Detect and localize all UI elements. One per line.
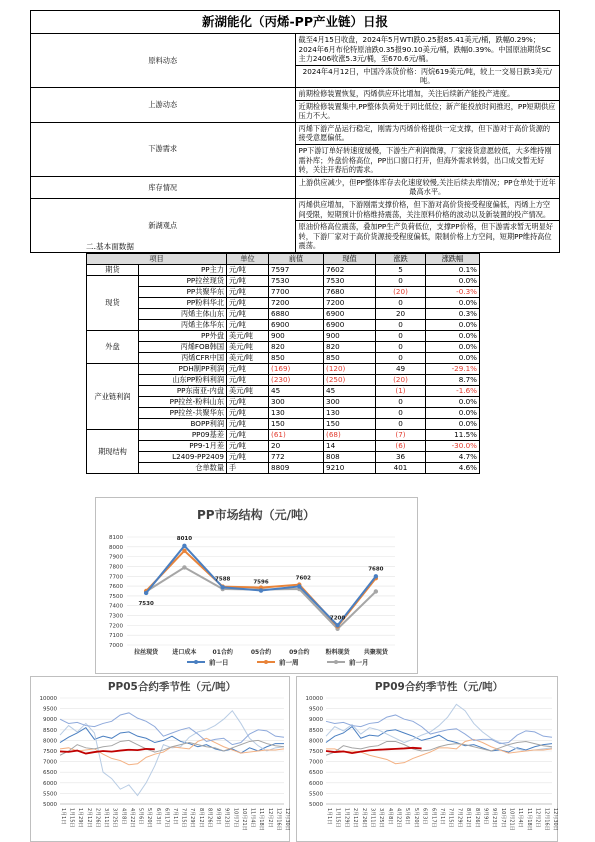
y-tick-label: 7500 xyxy=(43,749,57,755)
y-tick-label: 7000 xyxy=(43,759,57,766)
table-row xyxy=(87,353,480,364)
cell-chg: 5 xyxy=(376,265,426,276)
cell-unit: 元/吨 xyxy=(227,364,269,375)
cell-prev: 6900 xyxy=(269,320,324,331)
cell-prev: 8809 xyxy=(269,463,324,474)
cell-unit: 元/吨 xyxy=(227,419,269,430)
cell-item: PP东南亚-内盘 xyxy=(139,386,227,397)
y-tick-label: 7500 xyxy=(109,593,123,600)
x-tick-label: 12月30日 xyxy=(552,808,558,831)
series-point xyxy=(374,574,378,578)
x-tick-label: 粉料现货 xyxy=(325,649,350,656)
basic-data-heading: 二.基本面数据 xyxy=(86,242,134,251)
cell-chg: 0 xyxy=(376,419,426,430)
table-row xyxy=(87,320,480,331)
x-tick-label: 11月4日 xyxy=(517,808,524,828)
x-tick-label: 5月6日 xyxy=(137,808,144,825)
y-tick-label: 7100 xyxy=(109,633,123,640)
cell-chg: 0 xyxy=(376,342,426,353)
series-point xyxy=(335,623,339,627)
table-row xyxy=(87,452,480,463)
y-tick-label: 6000 xyxy=(43,780,57,787)
cell-chg: 0 xyxy=(376,408,426,419)
x-tick-label: 05合约 xyxy=(250,649,272,656)
y-tick-label: 10000 xyxy=(305,696,323,702)
cell-curr: 7200 xyxy=(324,298,376,309)
cell-curr: 9210 xyxy=(324,463,376,474)
table-row xyxy=(87,408,480,419)
table-row xyxy=(87,342,480,353)
x-tick-label: 10月7日 xyxy=(499,808,506,828)
summary-category: 下游需求 xyxy=(31,122,296,176)
cell-unit: 元/吨 xyxy=(227,408,269,419)
x-tick-label: 2月26日 xyxy=(360,808,367,828)
y-tick-label: 7400 xyxy=(109,603,123,610)
x-tick-label: 12月30日 xyxy=(284,808,290,831)
table-row xyxy=(87,430,480,441)
y-tick-label: 8500 xyxy=(43,727,57,734)
summary-text: 上游供应减少，但PP整体库存去化速度较慢,关注后续去库情况；PP仓单处于近年最高水平。 xyxy=(295,176,560,198)
chart-title: PP05合约季节性（元/吨） xyxy=(107,681,237,693)
y-tick-label: 7900 xyxy=(109,554,123,561)
y-tick-label: 9500 xyxy=(43,706,57,713)
cell-unit: 元/吨 xyxy=(227,452,269,463)
legend-label: 前一月 xyxy=(349,658,369,667)
cell-prev: 150 xyxy=(269,419,324,430)
cell-item: 丙烯CFR中国 xyxy=(139,353,227,364)
cell-curr: 7530 xyxy=(324,276,376,287)
y-tick-label: 8000 xyxy=(309,738,323,745)
y-tick-label: 5000 xyxy=(43,802,57,808)
cell-curr: 820 xyxy=(324,342,376,353)
table-row xyxy=(87,375,480,386)
cell-chg: (1) xyxy=(376,386,426,397)
cell-pct: 11.5% xyxy=(426,430,480,441)
x-tick-label: 9月9日 xyxy=(215,808,222,825)
table-row xyxy=(87,287,480,298)
cell-unit: 美元/吨 xyxy=(227,331,269,342)
y-tick-label: 8100 xyxy=(109,535,123,541)
cell-prev: 850 xyxy=(269,353,324,364)
cell-item: 仓单数量 xyxy=(139,463,227,474)
x-tick-label: 拉丝现货 xyxy=(134,649,159,656)
cell-pct: 0.0% xyxy=(426,331,480,342)
table-row xyxy=(87,298,480,309)
summary-category: 上游动态 xyxy=(31,87,296,122)
y-tick-label: 7000 xyxy=(309,759,323,766)
cell-chg: 0 xyxy=(376,298,426,309)
cell-item: PP外盘 xyxy=(139,331,227,342)
x-tick-label: 4月8日 xyxy=(120,808,127,825)
x-tick-label: 7月29日 xyxy=(456,808,463,828)
cell-curr: 150 xyxy=(324,419,376,430)
x-tick-label: 10月21日 xyxy=(240,808,247,831)
x-tick-label: 7月15日 xyxy=(447,808,454,828)
cell-prev: 300 xyxy=(269,397,324,408)
x-tick-label: 7月15日 xyxy=(180,808,187,828)
cell-pct: -30.0% xyxy=(426,441,480,452)
data-label: 8010 xyxy=(176,535,193,542)
data-label: 7596 xyxy=(253,579,269,586)
legend-label: 前一周 xyxy=(279,658,299,667)
cell-unit: 元/吨 xyxy=(227,430,269,441)
cell-prev: 130 xyxy=(269,408,324,419)
y-tick-label: 7000 xyxy=(109,643,123,649)
cell-pct: 4.7% xyxy=(426,452,480,463)
summary-text: 原油价格高位震荡，叠加PP生产负荷低位，支撑PP价格，但下游需求暂无明显好转，下游厂家对于高价货源接受程度偏低，限制价格上方空间，短期PP维持高位震荡。 xyxy=(295,221,560,253)
x-tick-label: 09合约 xyxy=(289,649,310,656)
cell-curr: 900 xyxy=(324,331,376,342)
cell-chg: 0 xyxy=(376,331,426,342)
x-tick-label: 2月12日 xyxy=(352,808,359,828)
x-tick-label: 8月26日 xyxy=(473,808,480,828)
x-tick-label: 4月22日 xyxy=(128,808,135,828)
y-tick-label: 7600 xyxy=(109,584,123,591)
x-tick-label: 10月21日 xyxy=(508,808,515,831)
cell-chg: 0 xyxy=(376,276,426,287)
cell-curr: 45 xyxy=(324,386,376,397)
cell-unit: 美元/吨 xyxy=(227,353,269,364)
x-tick-label: 5月6日 xyxy=(404,808,411,825)
x-tick-label: 1月1日 xyxy=(326,808,332,825)
x-tick-label: 1月29日 xyxy=(77,808,84,828)
legend-marker xyxy=(334,660,338,664)
cell-pct: 0.0% xyxy=(426,397,480,408)
x-tick-label: 12月16日 xyxy=(543,808,550,831)
x-tick-label: 11月18日 xyxy=(525,808,532,831)
row-group: 期货 xyxy=(87,265,139,276)
x-tick-label: 9月23日 xyxy=(491,808,498,828)
x-tick-label: 6月3日 xyxy=(421,808,428,825)
col-header: 现值 xyxy=(324,254,376,265)
x-tick-label: 6月17日 xyxy=(430,808,437,828)
cell-unit: 手 xyxy=(227,463,269,474)
x-tick-label: 11月4日 xyxy=(249,808,256,828)
x-tick-label: 8月12日 xyxy=(465,808,472,828)
cell-chg: 0 xyxy=(376,397,426,408)
summary-text: PP下游订单好转速度缓慢，下游生产利润微薄，厂家接货意愿较低，大多维持刚需补库；外盘价格高位，PP出口窗口打开，但海外需求转弱，出口成交暂无好转，关注开春后的需求。 xyxy=(295,144,560,176)
y-tick-label: 9000 xyxy=(43,717,57,724)
row-group: 现货 xyxy=(87,276,139,331)
cell-pct: -0.3% xyxy=(426,287,480,298)
y-tick-label: 8000 xyxy=(109,544,123,551)
cell-item: 丙烯主体山东 xyxy=(139,309,227,320)
cell-unit: 元/吨 xyxy=(227,298,269,309)
x-tick-label: 进口成本 xyxy=(172,649,197,656)
y-tick-label: 8500 xyxy=(309,727,323,734)
series-point xyxy=(297,584,301,588)
series-point xyxy=(374,589,378,593)
y-tick-label: 6500 xyxy=(309,770,323,777)
y-tick-label: 5500 xyxy=(43,791,57,798)
cell-pct: -29.1% xyxy=(426,364,480,375)
x-tick-label: 2月12日 xyxy=(85,808,92,828)
cell-item: PP拉丝现货 xyxy=(139,276,227,287)
summary-category: 新湖观点 xyxy=(31,198,296,252)
cell-chg: 20 xyxy=(376,309,426,320)
cell-prev: 7700 xyxy=(269,287,324,298)
row-group: 外盘 xyxy=(87,331,139,364)
pp09-seasonality-chart xyxy=(296,676,558,842)
cell-item: PP主力 xyxy=(139,265,227,276)
cell-unit: 美元/吨 xyxy=(227,342,269,353)
cell-pct: 0.0% xyxy=(426,320,480,331)
cell-pct: -1.6% xyxy=(426,386,480,397)
y-tick-label: 9000 xyxy=(309,717,323,724)
cell-chg: 401 xyxy=(376,463,426,474)
cell-curr: 14 xyxy=(324,441,376,452)
x-tick-label: 5月20日 xyxy=(412,808,419,828)
col-header: 单位 xyxy=(227,254,269,265)
cell-prev: 7597 xyxy=(269,265,324,276)
col-header: 项目 xyxy=(87,254,227,265)
page-title: 新湖能化（丙烯-PP产业链）日报 xyxy=(31,11,560,34)
x-tick-label: 共聚现货 xyxy=(363,649,388,656)
cell-curr: (250) xyxy=(324,375,376,386)
x-tick-label: 2月26日 xyxy=(94,808,101,828)
x-tick-label: 12月2日 xyxy=(534,808,541,828)
y-tick-label: 7300 xyxy=(109,613,123,620)
table-row xyxy=(87,386,480,397)
cell-pct: 4.6% xyxy=(426,463,480,474)
cell-prev: (169) xyxy=(269,364,324,375)
cell-item: 丙烯主体华东 xyxy=(139,320,227,331)
cell-prev: (230) xyxy=(269,375,324,386)
x-tick-label: 7月1日 xyxy=(439,808,445,825)
cell-pct: 0.0% xyxy=(426,353,480,364)
cell-item: PP共聚华东 xyxy=(139,287,227,298)
table-row xyxy=(87,397,480,408)
summary-category: 库存情况 xyxy=(31,176,296,198)
y-tick-label: 7500 xyxy=(309,749,323,755)
cell-prev: 20 xyxy=(269,441,324,452)
x-tick-label: 6月3日 xyxy=(154,808,161,825)
table-row xyxy=(87,441,480,452)
x-tick-label: 6月17日 xyxy=(163,808,170,828)
cell-pct: 0.0% xyxy=(426,276,480,287)
x-tick-label: 1月15日 xyxy=(334,808,341,828)
x-tick-label: 3月11日 xyxy=(103,808,110,828)
col-header: 前值 xyxy=(269,254,324,265)
summary-text: 2024年4月12日，中国冷冻货价格：丙烷619美元/吨，较上一交易日跌3美元/吨。 xyxy=(295,65,560,87)
cell-curr: (68) xyxy=(324,430,376,441)
x-tick-label: 1月15日 xyxy=(68,808,75,828)
cell-curr: 300 xyxy=(324,397,376,408)
cell-curr: 850 xyxy=(324,353,376,364)
table-row xyxy=(87,419,480,430)
cell-prev: 900 xyxy=(269,331,324,342)
legend-label: 前一日 xyxy=(209,658,229,667)
series-point xyxy=(221,585,225,589)
cell-unit: 元/吨 xyxy=(227,265,269,276)
cell-chg: (6) xyxy=(376,441,426,452)
row-group: 期现结构 xyxy=(87,430,139,474)
cell-item: L2409-PP2409 xyxy=(139,452,227,463)
col-header: 涨跌幅 xyxy=(426,254,480,265)
legend-marker xyxy=(194,660,198,664)
x-tick-label: 12月2日 xyxy=(266,808,273,828)
series-point xyxy=(182,565,186,569)
x-tick-label: 7月29日 xyxy=(189,808,196,828)
cell-chg: (20) xyxy=(376,375,426,386)
x-tick-label: 5月20日 xyxy=(146,808,153,828)
summary-text: 截至4月15日收盘，2024年5月WTI跌0.25报85.41美元/桶，跌幅0.29%；2024年6月布伦特原油跌0.35报90.10美元/桶，跌幅0.39%。中国原油期货SC主力2406收涨5.3元/桶，至670.6元/桶。 xyxy=(295,34,560,66)
cell-unit: 元/吨 xyxy=(227,375,269,386)
series-point xyxy=(182,544,186,548)
cell-pct: 0.1% xyxy=(426,265,480,276)
x-tick-label: 4月22日 xyxy=(395,808,402,828)
x-tick-label: 12月16日 xyxy=(275,808,282,831)
col-header: 涨跌 xyxy=(376,254,426,265)
cell-pct: 0.0% xyxy=(426,408,480,419)
cell-item: PDH制PP利润 xyxy=(139,364,227,375)
cell-chg: 0 xyxy=(376,320,426,331)
cell-curr: 7680 xyxy=(324,287,376,298)
legend-marker xyxy=(264,660,268,664)
summary-text: 丙烯供应增加，下游刚需支撑价格，但下游对高价货接受程度偏低，丙烯上方空间受限，短期预计价格维持震荡，关注原料价格的波动以及新装置的投产情况。 xyxy=(295,198,560,220)
x-tick-label: 3月25日 xyxy=(111,808,118,828)
table-row xyxy=(87,463,480,474)
cell-item: PP拉丝-粉料山东 xyxy=(139,397,227,408)
cell-pct: 0.3% xyxy=(426,309,480,320)
y-tick-label: 6500 xyxy=(43,770,57,777)
cell-unit: 元/吨 xyxy=(227,320,269,331)
y-tick-label: 7200 xyxy=(109,623,123,630)
cell-item: PP09基差 xyxy=(139,430,227,441)
cell-curr: 6900 xyxy=(324,309,376,320)
cell-chg: 36 xyxy=(376,452,426,463)
series-point xyxy=(144,591,148,595)
cell-chg: (20) xyxy=(376,287,426,298)
x-tick-label: 1月1日 xyxy=(60,808,66,825)
cell-item: PP粉料华北 xyxy=(139,298,227,309)
cell-unit: 美元/吨 xyxy=(227,386,269,397)
summary-text: 近期检修装置集中,PP整体负荷处于同比低位；新产能投放时间推迟，PP短期供应压力不大。 xyxy=(295,100,560,122)
data-label: 7530 xyxy=(138,600,154,607)
y-tick-label: 6000 xyxy=(309,780,323,787)
series-point xyxy=(259,588,263,592)
x-tick-label: 3月25日 xyxy=(378,808,385,828)
cell-pct: 0.0% xyxy=(426,419,480,430)
x-tick-label: 7月1日 xyxy=(172,808,178,825)
cell-prev: 7530 xyxy=(269,276,324,287)
y-tick-label: 5000 xyxy=(309,802,323,808)
cell-chg: (7) xyxy=(376,430,426,441)
cell-item: PP拉丝-共聚华东 xyxy=(139,408,227,419)
y-tick-label: 7700 xyxy=(109,574,123,581)
data-label: 7680 xyxy=(368,566,384,573)
x-tick-label: 9月9日 xyxy=(482,808,489,825)
cell-pct: 0.0% xyxy=(426,298,480,309)
table-row xyxy=(87,265,480,276)
cell-prev: 772 xyxy=(269,452,324,463)
data-label: 7602 xyxy=(295,575,311,582)
x-tick-label: 10月7日 xyxy=(232,808,239,828)
summary-text: 前期检修装置恢复，丙烯供应环比增加，关注后续新产能投产进度。 xyxy=(295,87,560,100)
cell-unit: 元/吨 xyxy=(227,287,269,298)
cell-unit: 元/吨 xyxy=(227,441,269,452)
cell-unit: 元/吨 xyxy=(227,276,269,287)
x-tick-label: 11月18日 xyxy=(258,808,265,831)
cell-curr: 808 xyxy=(324,452,376,463)
summary-category: 原料动态 xyxy=(31,34,296,88)
x-tick-label: 1月29日 xyxy=(343,808,350,828)
x-tick-label: 4月8日 xyxy=(386,808,393,825)
table-row xyxy=(87,309,480,320)
summary-text: 丙烯下游产品运行稳定，刚需为丙烯价格提供一定支撑，但下游对于高价货源的接受意愿偏低。 xyxy=(295,122,560,144)
cell-curr: 130 xyxy=(324,408,376,419)
cell-prev: (61) xyxy=(269,430,324,441)
cell-curr: (120) xyxy=(324,364,376,375)
x-tick-label: 8月12日 xyxy=(197,808,204,828)
y-tick-label: 9500 xyxy=(309,706,323,713)
cell-curr: 6900 xyxy=(324,320,376,331)
cell-prev: 45 xyxy=(269,386,324,397)
cell-curr: 7602 xyxy=(324,265,376,276)
x-tick-label: 9月23日 xyxy=(223,808,230,828)
x-tick-label: 3月11日 xyxy=(369,808,376,828)
cell-unit: 元/吨 xyxy=(227,309,269,320)
cell-item: PP9-1月差 xyxy=(139,441,227,452)
cell-chg: 0 xyxy=(376,353,426,364)
cell-prev: 820 xyxy=(269,342,324,353)
pp-market-structure-chart xyxy=(95,497,418,674)
cell-item: BOPP利润 xyxy=(139,419,227,430)
table-row xyxy=(87,276,480,287)
chart-title: PP市场结构（元/吨） xyxy=(197,508,315,522)
table-row xyxy=(87,331,480,342)
table-row xyxy=(87,364,480,375)
y-tick-label: 10000 xyxy=(39,696,57,702)
y-tick-label: 8000 xyxy=(43,738,57,745)
x-tick-label: 01合约 xyxy=(212,649,233,656)
x-tick-label: 8月26日 xyxy=(206,808,213,828)
cell-chg: 49 xyxy=(376,364,426,375)
summary-table xyxy=(30,10,560,253)
cell-item: 丙烯FOB韩国 xyxy=(139,342,227,353)
cell-prev: 6880 xyxy=(269,309,324,320)
y-tick-label: 7800 xyxy=(109,564,123,571)
data-label: 7200 xyxy=(329,615,346,622)
cell-pct: 0.0% xyxy=(426,342,480,353)
cell-unit: 元/吨 xyxy=(227,397,269,408)
chart-title: PP09合约季节性（元/吨） xyxy=(374,681,504,693)
basic-data-table xyxy=(86,253,480,474)
pp05-seasonality-chart xyxy=(30,676,290,842)
row-group: 产业链利润 xyxy=(87,364,139,430)
cell-prev: 7200 xyxy=(269,298,324,309)
y-tick-label: 5500 xyxy=(309,791,323,798)
cell-item: 山东PP粉料利润 xyxy=(139,375,227,386)
data-label: 7588 xyxy=(215,576,231,583)
cell-pct: 8.7% xyxy=(426,375,480,386)
